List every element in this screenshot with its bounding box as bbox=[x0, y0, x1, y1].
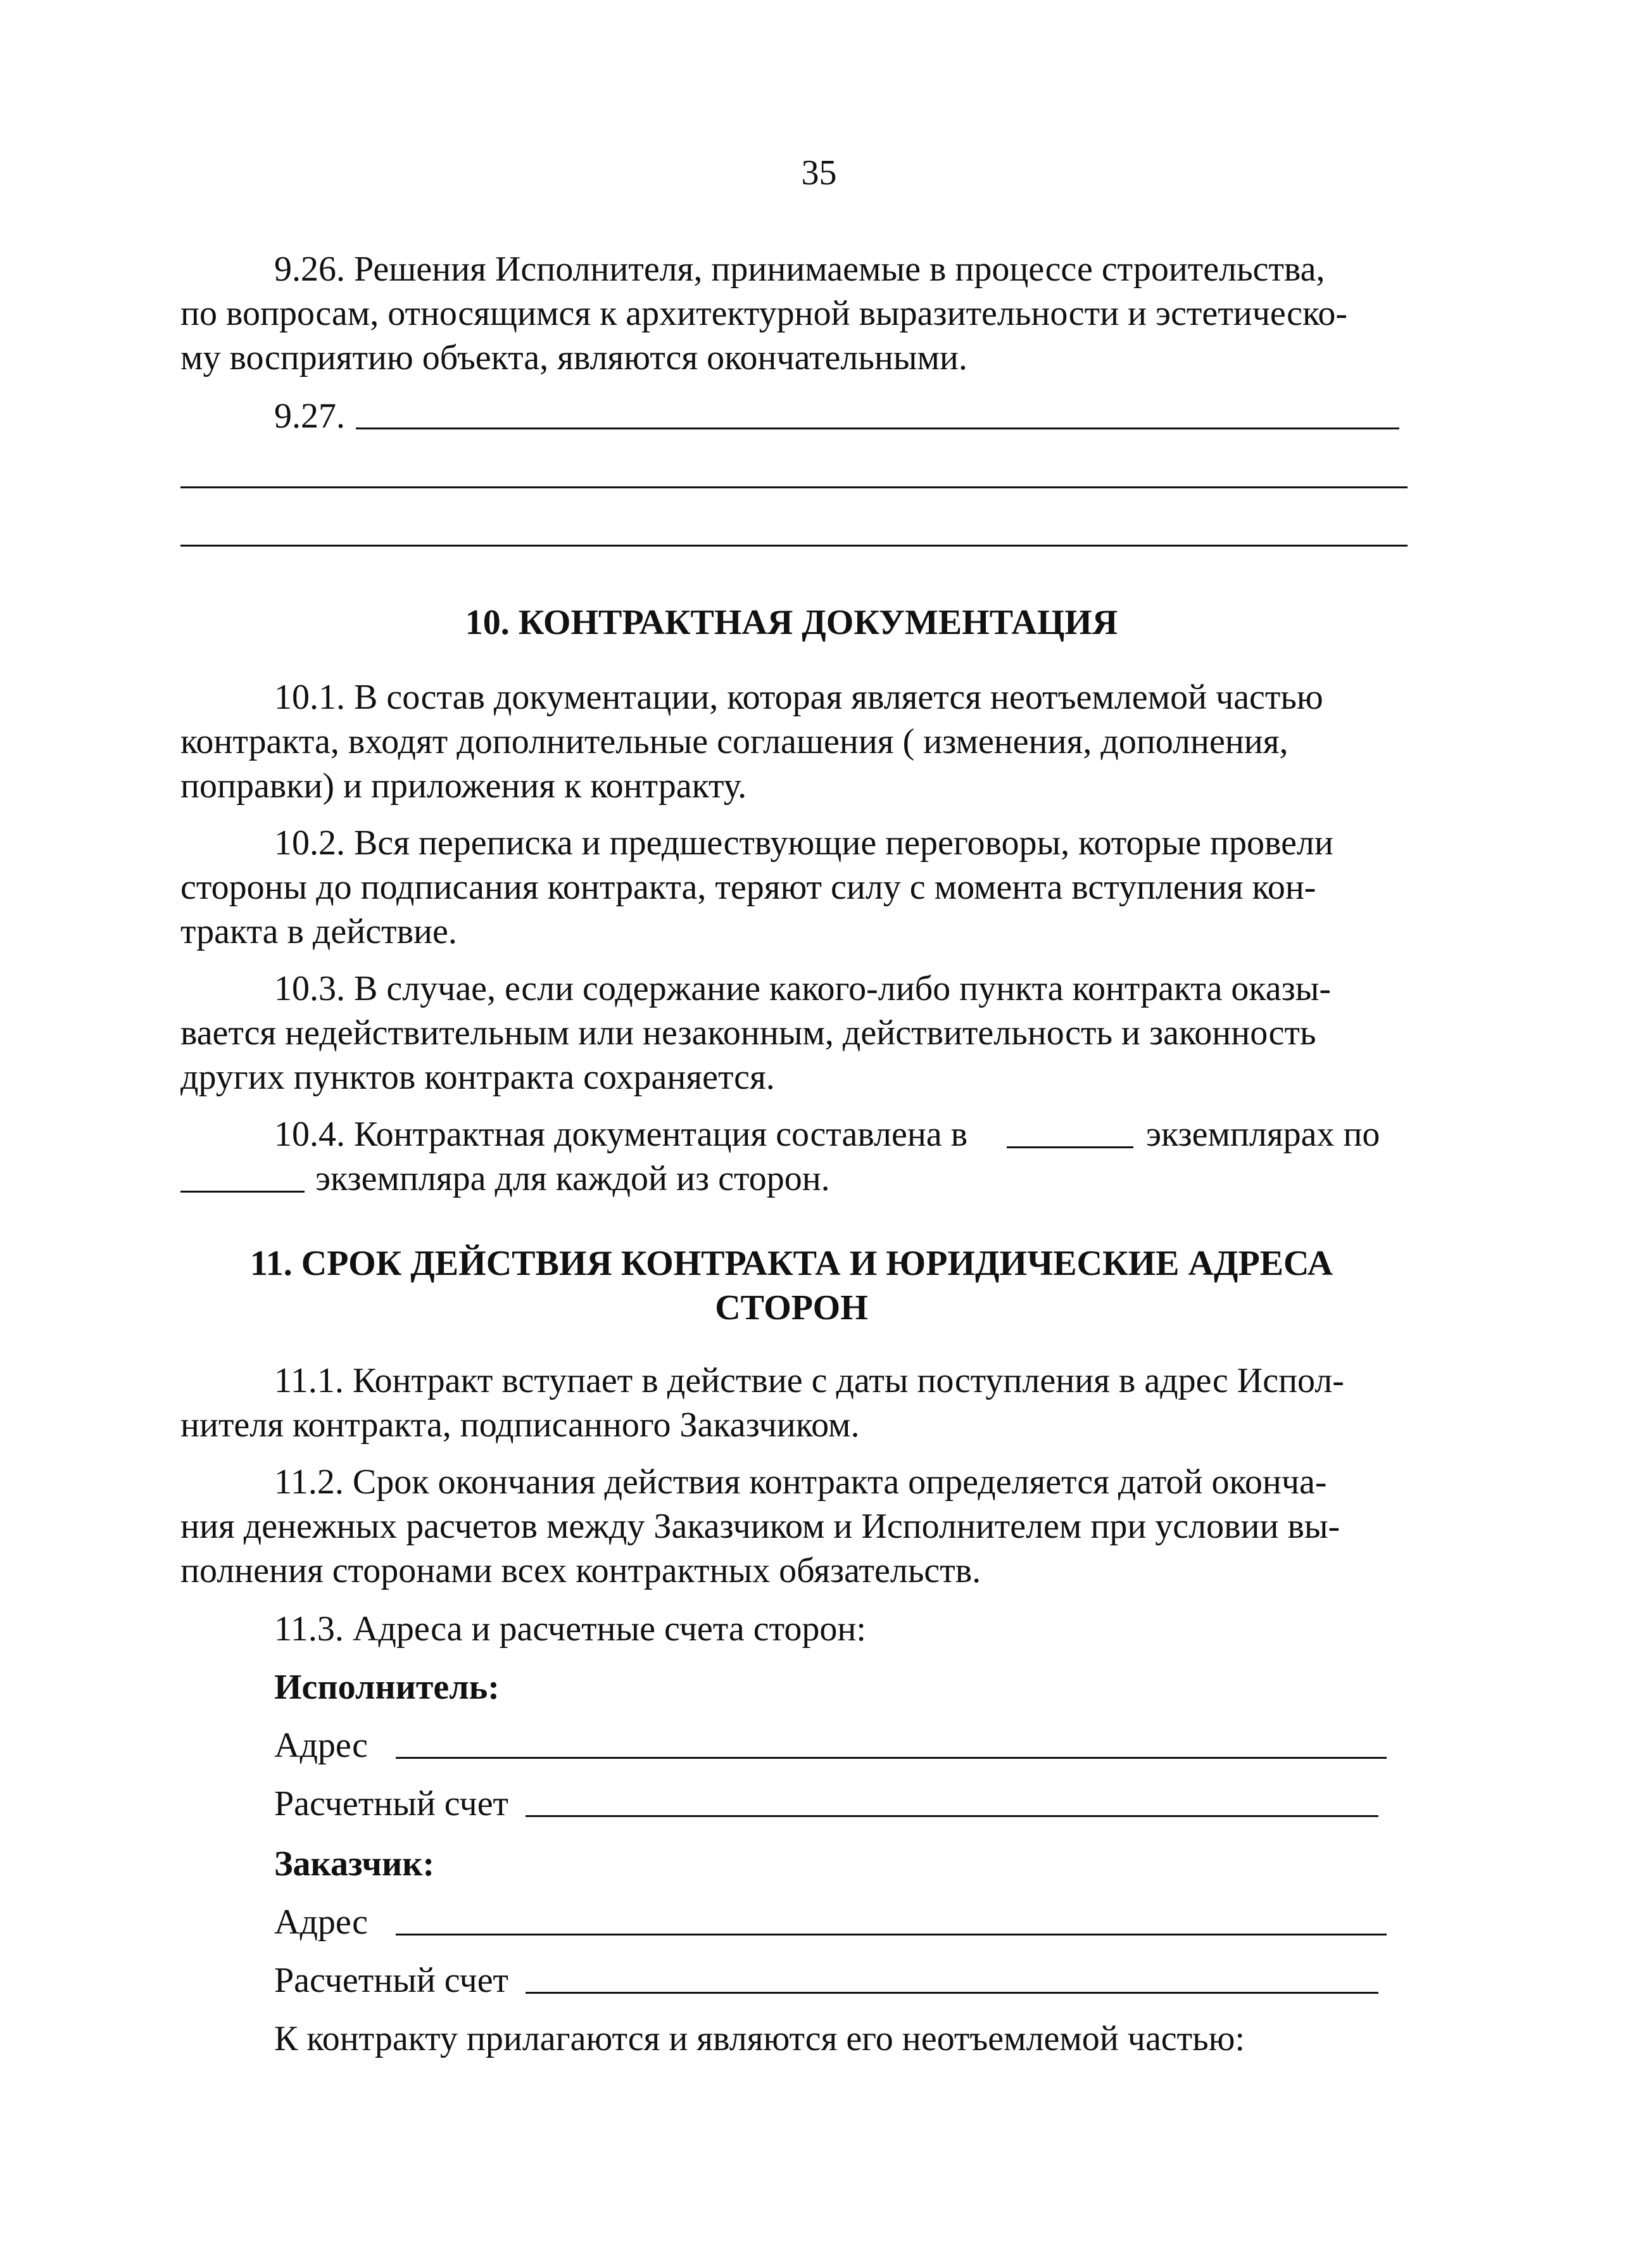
section-11-heading-line-2: СТОРОН bbox=[715, 1288, 868, 1327]
clause-11-1-line-1: 11.1. Контракт вступает в действие с даты поступления в адрес Испол- bbox=[274, 1361, 1344, 1400]
section-11-heading-line-1: 11. СРОК ДЕЙСТВИЯ КОНТРАКТА И ЮРИДИЧЕСКИЕ АДРЕСА bbox=[249, 1244, 1333, 1283]
clause-9-27-blank-line bbox=[180, 486, 1408, 488]
customer-address-label: Адрес bbox=[274, 1903, 369, 1942]
executor-address-field bbox=[396, 1757, 1387, 1759]
executor-address-label: Адрес bbox=[274, 1726, 369, 1765]
customer-address-field bbox=[396, 1934, 1387, 1935]
clause-10-2-line-2: стороны до подписания контракта, теряют силу с момента вступления кон- bbox=[180, 868, 1316, 907]
clause-10-1-line-1: 10.1. В состав документации, которая является неотъемлемой частью bbox=[274, 678, 1323, 717]
clause-9-27-blank-line bbox=[356, 428, 1399, 429]
customer-account-label: Расчетный счет bbox=[274, 1961, 509, 2000]
attachments-intro: К контракту прилагаются и являются его неотъемлемой частью: bbox=[274, 2019, 1245, 2058]
copies-per-party-blank bbox=[180, 1191, 305, 1193]
page-number: 35 bbox=[801, 153, 837, 193]
clause-10-3-line-2: вается недействительным или незаконным, действительность и законность bbox=[180, 1013, 1316, 1053]
copies-count-blank bbox=[1007, 1146, 1133, 1148]
executor-account-field bbox=[526, 1815, 1378, 1817]
section-10-heading: 10. КОНТРАКТНАЯ ДОКУМЕНТАЦИЯ bbox=[465, 603, 1118, 642]
clause-11-2-line-3: полнения сторонами всех контрактных обязательств. bbox=[180, 1551, 981, 1590]
clause-10-4-text-1: 10.4. Контрактная документация составлена в bbox=[274, 1115, 968, 1154]
clause-9-26-line-1: 9.26. Решения Исполнителя, принимаемые в процессе строительства, bbox=[274, 250, 1325, 289]
clause-10-1-line-3: поправки) и приложения к контракту. bbox=[180, 766, 747, 806]
clause-10-2-line-1: 10.2. Вся переписка и предшествующие переговоры, которые провели bbox=[274, 823, 1333, 863]
clause-9-27-blank-line bbox=[180, 545, 1408, 547]
clause-11-1-line-2: нителя контракта, подписанного Заказчиком. bbox=[180, 1405, 860, 1445]
clause-10-4-text-2: экземплярах по bbox=[1146, 1115, 1380, 1154]
customer-account-field bbox=[526, 1992, 1378, 1994]
executor-account-label: Расчетный счет bbox=[274, 1784, 509, 1823]
clause-11-3: 11.3. Адреса и расчетные счета сторон: bbox=[274, 1609, 866, 1649]
clause-10-2-line-3: тракта в действие. bbox=[180, 912, 457, 951]
clause-10-1-line-2: контракта, входят дополнительные соглашения ( изменения, дополнения, bbox=[180, 722, 1288, 761]
clause-9-27-label: 9.27. bbox=[274, 396, 345, 436]
clause-9-26-line-2: по вопросам, относящимся к архитектурной выразительности и эстетическо- bbox=[180, 294, 1347, 333]
clause-10-3-line-3: других пунктов контракта сохраняется. bbox=[180, 1058, 775, 1097]
clause-9-26-line-3: му восприятию объекта, являются окончательными. bbox=[180, 338, 967, 377]
clause-11-2-line-1: 11.2. Срок окончания действия контракта определяется датой оконча- bbox=[274, 1462, 1327, 1502]
clause-11-2-line-2: ния денежных расчетов между Заказчиком и Исполнителем при условии вы- bbox=[180, 1507, 1340, 1546]
customer-title: Заказчик: bbox=[274, 1844, 435, 1884]
clause-10-4-text-3: экземпляра для каждой из сторон. bbox=[315, 1159, 830, 1198]
clause-10-3-line-1: 10.3. В случае, если содержание какого-либо пункта контракта оказы- bbox=[274, 969, 1332, 1008]
executor-title: Исполнитель: bbox=[274, 1668, 500, 1707]
